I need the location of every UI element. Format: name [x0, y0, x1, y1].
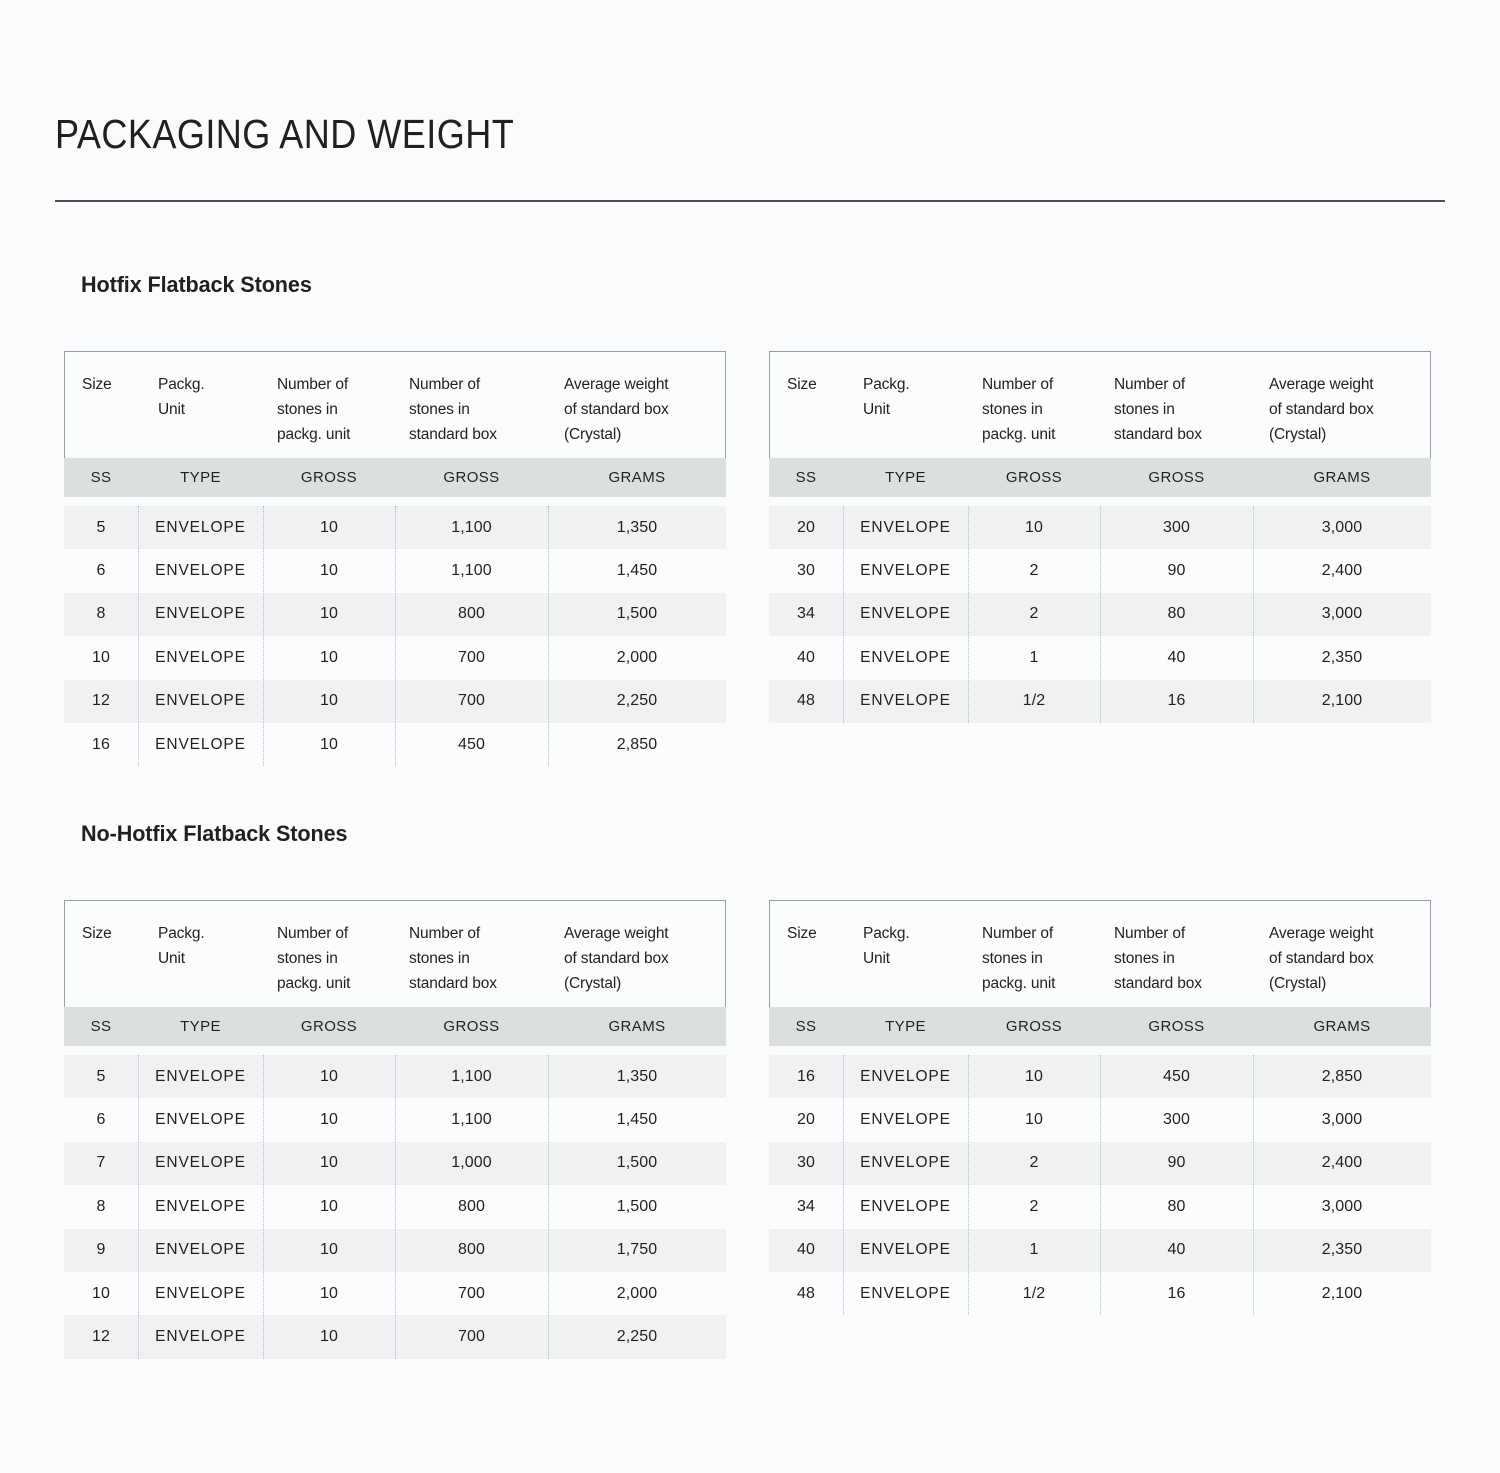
table-cell: ENVELOPE: [155, 648, 246, 666]
table-cell: 12: [92, 1328, 110, 1346]
table-row: [64, 1098, 726, 1141]
table-cell: 10: [320, 1111, 338, 1129]
table-cell: 2,000: [616, 648, 658, 666]
column-header-3: Number of stones in standard box: [1114, 925, 1202, 993]
table-row: [769, 1272, 1431, 1315]
title-divider-rule: [55, 200, 1445, 202]
table-cell: 10: [1025, 1111, 1043, 1129]
column-unit-1: TYPE: [885, 1018, 926, 1035]
table-cell: 450: [458, 735, 485, 753]
packaging-table-hotfix-left: [64, 351, 726, 766]
table-cell: 2: [1029, 1154, 1039, 1172]
table-cell: 450: [1163, 1067, 1190, 1085]
table-cell: 16: [1167, 1284, 1186, 1302]
table-cell: 8: [96, 1197, 106, 1215]
table-row: [64, 680, 726, 723]
table-cell: 40: [1167, 648, 1186, 666]
table-cell: ENVELOPE: [155, 562, 246, 580]
table-row: [769, 1142, 1431, 1185]
table-subheader-row: [769, 1007, 1431, 1046]
column-header-4: Average weight of standard box (Crystal): [1269, 925, 1374, 993]
table-cell: ENVELOPE: [155, 605, 246, 623]
table-cell: ENVELOPE: [155, 1328, 246, 1346]
table-cell: 20: [797, 518, 815, 536]
table-row: [64, 1055, 726, 1098]
table-cell: 1,000: [451, 1154, 492, 1172]
table-cell: 1,100: [451, 562, 492, 580]
table-cell: 40: [797, 648, 815, 666]
table-cell: 1,100: [451, 1067, 492, 1085]
packaging-table-hotfix-right: [769, 351, 1431, 723]
table-cell: 1,500: [616, 1197, 658, 1215]
table-cell: 3,000: [1321, 605, 1363, 623]
table-cell: 10: [320, 1328, 338, 1346]
table-cell: 16: [797, 1067, 815, 1085]
column-unit-2: GROSS: [300, 1018, 358, 1035]
table-cell: 2,400: [1321, 1154, 1363, 1172]
table-cell: ENVELOPE: [860, 1111, 951, 1129]
table-cell: ENVELOPE: [155, 735, 246, 753]
table-cell: 800: [458, 1197, 485, 1215]
table-row: [64, 1229, 726, 1272]
table-cell: 700: [458, 692, 485, 710]
table-cell: 2,000: [616, 1284, 658, 1302]
table-cell: 40: [1167, 1241, 1186, 1259]
table-cell: 2,250: [616, 692, 658, 710]
table-cell: 1,100: [451, 518, 492, 536]
table-cell: ENVELOPE: [860, 648, 951, 666]
table-cell: ENVELOPE: [155, 518, 246, 536]
table-cell: 2,100: [1321, 692, 1363, 710]
table-cell: 1/2: [1022, 1284, 1046, 1302]
table-cell: ENVELOPE: [155, 1111, 246, 1129]
table-cell: 34: [797, 605, 815, 623]
table-row: [64, 593, 726, 636]
table-cell: 80: [1167, 605, 1186, 623]
table-cell: 16: [1167, 692, 1186, 710]
column-header-2: Number of stones in packg. unit: [277, 376, 351, 444]
column-header-3: Number of stones in standard box: [409, 376, 497, 444]
table-cell: 10: [320, 518, 338, 536]
table-row: [64, 1315, 726, 1358]
table-cell: 16: [92, 735, 110, 753]
table-cell: 30: [797, 562, 815, 580]
table-cell: 6: [96, 562, 106, 580]
table-cell: ENVELOPE: [860, 605, 951, 623]
table-cell: 5: [96, 518, 106, 536]
column-header-2: Number of stones in packg. unit: [982, 376, 1056, 444]
table-cell: 1,500: [616, 605, 658, 623]
table-cell: 300: [1163, 518, 1190, 536]
table-cell: 10: [320, 1154, 338, 1172]
table-cell: ENVELOPE: [860, 1154, 951, 1172]
table-cell: 30: [797, 1154, 815, 1172]
table-cell: 10: [320, 605, 338, 623]
table-cell: 2,400: [1321, 562, 1363, 580]
column-header-0: Size: [787, 376, 817, 393]
column-header-0: Size: [82, 925, 112, 942]
table-cell: 10: [320, 735, 338, 753]
table-cell: 7: [96, 1154, 106, 1172]
table-cell: 1,350: [616, 518, 658, 536]
column-unit-3: GROSS: [443, 469, 500, 486]
column-unit-0: SS: [90, 469, 112, 486]
table-cell: ENVELOPE: [860, 562, 951, 580]
column-unit-1: TYPE: [180, 1018, 221, 1035]
column-unit-0: SS: [795, 1018, 817, 1035]
table-row: [769, 1229, 1431, 1272]
table-subheader-row: [64, 458, 726, 497]
table-cell: 80: [1167, 1197, 1186, 1215]
table-subheader-row: [769, 458, 1431, 497]
table-cell: 1: [1029, 1241, 1039, 1259]
column-unit-1: TYPE: [180, 469, 221, 486]
column-header-4: Average weight of standard box (Crystal): [564, 376, 669, 444]
table-cell: 3,000: [1321, 1197, 1363, 1215]
table-row: [64, 723, 726, 766]
table-cell: 2,850: [1321, 1067, 1363, 1085]
table-row: [64, 1272, 726, 1315]
table-row: [769, 1098, 1431, 1141]
table-cell: 20: [797, 1111, 815, 1129]
table-cell: 2,100: [1321, 1284, 1363, 1302]
table-row: [769, 549, 1431, 592]
table-cell: ENVELOPE: [155, 1067, 246, 1085]
table-cell: 300: [1163, 1111, 1190, 1129]
table-subheader-row: [64, 1007, 726, 1046]
table-cell: 2,250: [616, 1328, 658, 1346]
table-row: [769, 593, 1431, 636]
table-cell: 1: [1029, 648, 1039, 666]
table-cell: 10: [320, 562, 338, 580]
table-cell: ENVELOPE: [155, 1284, 246, 1302]
table-cell: 1,450: [616, 1111, 658, 1129]
table-cell: 2: [1029, 1197, 1039, 1215]
column-header-1: Packg. Unit: [863, 376, 910, 419]
table-row: [64, 1142, 726, 1185]
table-cell: 10: [320, 648, 338, 666]
column-unit-3: GROSS: [1148, 469, 1205, 486]
column-header-2: Number of stones in packg. unit: [277, 925, 351, 993]
table-cell: 48: [797, 1284, 815, 1302]
table-cell: 1,100: [451, 1111, 492, 1129]
column-header-3: Number of stones in standard box: [409, 925, 497, 993]
table-row: [769, 680, 1431, 723]
table-cell: 2,350: [1321, 1241, 1363, 1259]
table-cell: 1,450: [616, 562, 658, 580]
column-header-4: Average weight of standard box (Crystal): [564, 925, 669, 993]
table-cell: 40: [797, 1241, 815, 1259]
table-cell: ENVELOPE: [860, 1067, 951, 1085]
table-cell: ENVELOPE: [155, 1197, 246, 1215]
column-unit-2: GROSS: [1005, 469, 1063, 486]
table-cell: 700: [458, 648, 485, 666]
table-row: [769, 1055, 1431, 1098]
table-cell: 10: [320, 1197, 338, 1215]
table-cell: 3,000: [1321, 518, 1363, 536]
table-header-row: [769, 351, 1431, 458]
table-cell: 700: [458, 1284, 485, 1302]
column-unit-2: GROSS: [300, 469, 358, 486]
column-header-0: Size: [787, 925, 817, 942]
table-cell: ENVELOPE: [860, 692, 951, 710]
table-row: [64, 636, 726, 679]
column-unit-4: GRAMS: [608, 469, 666, 486]
column-header-1: Packg. Unit: [863, 925, 910, 968]
column-unit-4: GRAMS: [608, 1018, 666, 1035]
table-row: [64, 549, 726, 592]
table-cell: ENVELOPE: [155, 692, 246, 710]
column-unit-0: SS: [90, 1018, 112, 1035]
column-header-1: Packg. Unit: [158, 376, 205, 419]
table-cell: ENVELOPE: [860, 518, 951, 536]
table-cell: 10: [320, 1241, 338, 1259]
table-header-row: [64, 351, 726, 458]
table-row: [769, 636, 1431, 679]
column-unit-1: TYPE: [885, 469, 926, 486]
table-cell: ENVELOPE: [860, 1241, 951, 1259]
column-unit-3: GROSS: [1148, 1018, 1205, 1035]
table-cell: 5: [96, 1067, 106, 1085]
table-cell: 12: [92, 692, 110, 710]
table-cell: 800: [458, 605, 485, 623]
table-cell: 1/2: [1022, 692, 1046, 710]
table-cell: 10: [1025, 518, 1043, 536]
table-cell: 9: [96, 1241, 106, 1259]
table-cell: 2,350: [1321, 648, 1363, 666]
column-header-3: Number of stones in standard box: [1114, 376, 1202, 444]
table-cell: 3,000: [1321, 1111, 1363, 1129]
table-body: [769, 1055, 1431, 1315]
table-cell: 6: [96, 1111, 106, 1129]
table-row: [769, 506, 1431, 549]
column-header-0: Size: [82, 376, 112, 393]
table-row: [769, 1185, 1431, 1228]
table-header-row: [64, 900, 726, 1007]
column-unit-4: GRAMS: [1313, 1018, 1371, 1035]
table-cell: 8: [96, 605, 106, 623]
column-header-1: Packg. Unit: [158, 925, 205, 968]
table-cell: ENVELOPE: [155, 1154, 246, 1172]
table-cell: ENVELOPE: [860, 1284, 951, 1302]
table-body: [64, 1055, 726, 1359]
column-unit-2: GROSS: [1005, 1018, 1063, 1035]
column-header-2: Number of stones in packg. unit: [982, 925, 1056, 993]
table-body: [64, 506, 726, 766]
table-row: [64, 1185, 726, 1228]
table-cell: 800: [458, 1241, 485, 1259]
document-header: [55, 112, 1445, 157]
page-title: PACKAGING AND WEIGHT: [55, 111, 515, 157]
table-header-row: [769, 900, 1431, 1007]
table-cell: 2: [1029, 605, 1039, 623]
table-cell: ENVELOPE: [155, 1241, 246, 1259]
table-row: [64, 506, 726, 549]
table-cell: ENVELOPE: [860, 1197, 951, 1215]
table-cell: 2: [1029, 562, 1039, 580]
table-cell: 10: [92, 1284, 110, 1302]
column-header-4: Average weight of standard box (Crystal): [1269, 376, 1374, 444]
column-unit-3: GROSS: [443, 1018, 500, 1035]
column-unit-4: GRAMS: [1313, 469, 1371, 486]
table-cell: 1,500: [616, 1154, 658, 1172]
table-cell: 10: [92, 648, 110, 666]
table-cell: 90: [1167, 562, 1186, 580]
table-cell: 10: [320, 1067, 338, 1085]
table-cell: 700: [458, 1328, 485, 1346]
table-cell: 10: [320, 692, 338, 710]
table-cell: 10: [320, 1284, 338, 1302]
table-cell: 1,350: [616, 1067, 658, 1085]
table-body: [769, 506, 1431, 723]
column-unit-0: SS: [795, 469, 817, 486]
table-cell: 34: [797, 1197, 815, 1215]
section-heading: No-Hotfix Flatback Stones: [81, 821, 348, 846]
table-cell: 90: [1167, 1154, 1186, 1172]
table-cell: 10: [1025, 1067, 1043, 1085]
table-cell: 48: [797, 692, 815, 710]
table-cell: 2,850: [616, 735, 658, 753]
packaging-table-nohotfix-left: [64, 900, 726, 1359]
packaging-table-nohotfix-right: [769, 900, 1431, 1315]
table-cell: 1,750: [616, 1241, 658, 1259]
section-heading: Hotfix Flatback Stones: [81, 272, 312, 297]
